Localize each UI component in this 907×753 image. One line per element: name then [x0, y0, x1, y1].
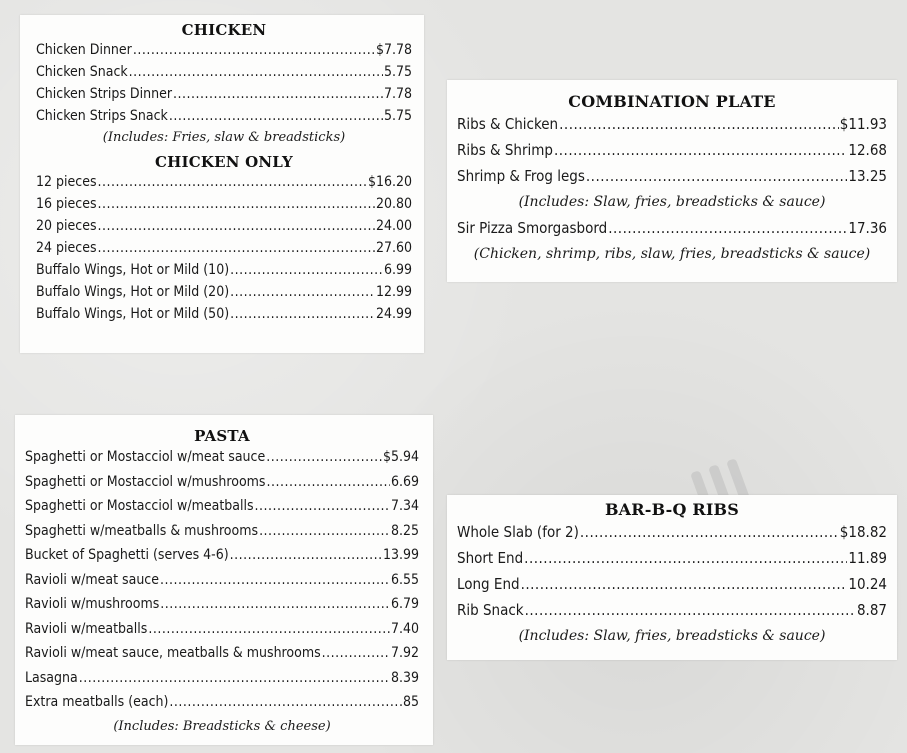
dot-leader: [230, 281, 375, 303]
menu-item-name: Spaghetti or Mostacciol w/mushrooms: [25, 473, 266, 490]
dot-leader: [98, 193, 375, 215]
menu-item-price: 8.39: [390, 669, 419, 686]
menu-item-price: 20.80: [375, 196, 412, 212]
menu-item-row: [36, 39, 412, 61]
menu-item-row: [36, 83, 412, 105]
menu-item-name: Buffalo Wings, Hot or Mild (20): [36, 284, 230, 300]
dot-leader: [608, 215, 847, 241]
menu-item-row: [25, 568, 419, 593]
combination-plate-section: [447, 80, 897, 282]
menu-item-row: [25, 543, 419, 568]
menu-item-price: 17.36: [848, 219, 887, 237]
menu-item-price: 7.40: [390, 620, 419, 637]
dot-leader: [525, 597, 856, 623]
menu-item-price: 7.34: [390, 498, 419, 514]
menu-item-row: [457, 545, 887, 571]
menu-item-row: [25, 519, 419, 544]
menu-item-row: [36, 61, 412, 83]
menu-item-name: Spaghetti or Mostacciol w/meatballs: [25, 498, 254, 514]
menu-item-row: [36, 105, 412, 127]
menu-item-name: Ravioli w/meat sauce: [25, 571, 159, 588]
menu-item-row: [36, 193, 412, 215]
menu-item-price: 7.78: [383, 86, 412, 102]
menu-item-price: $11.93: [839, 115, 887, 133]
combination-section-title: COMBINATION PLATE: [568, 92, 776, 111]
chicken-only-title: CHICKEN ONLY: [155, 153, 293, 171]
chicken-includes-note: (Includes: Fries, slaw & breadsticks): [102, 130, 346, 145]
menu-item-name: Chicken Snack: [36, 64, 128, 80]
menu-item-price: 5.75: [383, 108, 412, 124]
menu-item-price: 8.25: [390, 522, 419, 539]
menu-item-price: 8.87: [856, 601, 887, 619]
combination-items-list: [457, 111, 887, 189]
dot-leader: [98, 237, 375, 259]
dot-leader: [98, 215, 375, 237]
dot-leader: [169, 105, 383, 127]
dot-leader: [98, 171, 367, 193]
dot-leader: [79, 666, 390, 691]
pasta-includes-note: (Includes: Breadsticks & cheese): [113, 718, 331, 734]
dot-leader: [173, 83, 383, 105]
menu-item-row: [457, 111, 887, 137]
dot-leader: [524, 545, 847, 571]
menu-item-name: Extra meatballs (each): [25, 694, 169, 710]
dot-leader: [259, 519, 390, 544]
menu-item-name: 16 pieces: [36, 196, 97, 212]
menu-item-price: 11.89: [848, 549, 887, 567]
ribs-includes-note: (Includes: Slaw, fries, breadsticks & sauce): [518, 628, 826, 644]
menu-item-row: [25, 690, 419, 715]
menu-item-name: Shrimp & Frog legs: [457, 167, 585, 185]
menu-item-price: 13.25: [848, 167, 887, 185]
dot-leader: [160, 568, 390, 593]
menu-item-price: 6.69: [390, 473, 419, 490]
dot-leader: [554, 137, 847, 163]
menu-item-row: [36, 259, 412, 281]
menu-item-row: [25, 445, 419, 470]
dot-leader: [586, 163, 847, 189]
menu-item-price: 24.99: [375, 306, 412, 322]
menu-item-row: [457, 215, 887, 241]
chicken-only-items-list: [36, 171, 412, 325]
menu-item-name: 12 pieces: [36, 174, 97, 190]
menu-item-name: Chicken Strips Dinner: [36, 86, 173, 102]
menu-item-row: [25, 666, 419, 691]
menu-item-name: 20 pieces: [36, 218, 97, 234]
menu-item-price: 7.92: [390, 645, 419, 661]
menu-item-price: 12.99: [375, 284, 412, 300]
menu-item-name: Rib Snack: [457, 601, 524, 619]
menu-item-price: 27.60: [375, 240, 412, 256]
menu-item-name: Ravioli w/meatballs: [25, 620, 148, 637]
dot-leader: [521, 571, 848, 597]
menu-item-row: [36, 215, 412, 237]
pasta-menu-section: [15, 415, 433, 745]
dot-leader: [169, 690, 398, 715]
menu-item-row: [25, 592, 419, 617]
dot-leader: [267, 470, 390, 495]
chicken-items-list: [36, 39, 412, 127]
ribs-section-title: BAR-B-Q RIBS: [604, 500, 740, 519]
menu-item-name: Short End: [457, 549, 524, 567]
menu-item-row: [36, 171, 412, 193]
menu-item-price: 10.24: [848, 575, 887, 593]
dot-leader: [133, 39, 375, 61]
pasta-items-list: [25, 445, 419, 715]
menu-item-row: [25, 494, 419, 519]
dot-leader: [266, 445, 382, 470]
menu-item-row: [457, 163, 887, 189]
smorgasbord-includes-note: (Chicken, shrimp, ribs, slaw, fries, breadsticks & sauce): [473, 246, 871, 262]
menu-item-price: 6.55: [390, 571, 419, 588]
menu-item-name: Ravioli w/mushrooms: [25, 596, 160, 612]
menu-item-name: Ribs & Chicken: [457, 115, 559, 133]
bbq-ribs-section: [447, 495, 897, 660]
dot-leader: [148, 617, 390, 642]
menu-item-name: Chicken Dinner: [36, 42, 132, 58]
dot-leader: [230, 259, 383, 281]
pasta-section-title: PASTA: [194, 427, 250, 445]
menu-item-price: 12.68: [848, 141, 887, 159]
menu-item-name: Buffalo Wings, Hot or Mild (10): [36, 262, 230, 278]
chicken-section-title: CHICKEN: [181, 21, 267, 39]
menu-item-price: 5.75: [383, 64, 412, 80]
menu-item-row: [36, 281, 412, 303]
menu-item-name: Whole Slab (for 2): [457, 523, 579, 541]
menu-item-row: [36, 237, 412, 259]
menu-item-name: Spaghetti or Mostacciol w/meat sauce: [25, 449, 266, 465]
menu-item-name: Spaghetti w/meatballs & mushrooms: [25, 522, 259, 539]
menu-item-price: .85: [398, 694, 419, 710]
menu-item-name: Buffalo Wings, Hot or Mild (50): [36, 306, 230, 322]
menu-item-price: 6.79: [390, 596, 419, 612]
menu-item-name: Ravioli w/meat sauce, meatballs & mushrooms: [25, 645, 321, 661]
chicken-menu-section: [20, 15, 424, 353]
dot-leader: [580, 519, 839, 545]
menu-item-name: Ribs & Shrimp: [457, 141, 553, 159]
menu-item-row: [457, 571, 887, 597]
menu-item-price: $16.20: [367, 174, 412, 190]
menu-item-price: 13.99: [382, 547, 419, 563]
dot-leader: [559, 111, 839, 137]
menu-item-name: Sir Pizza Smorgasbord: [457, 219, 608, 237]
menu-item-row: [25, 470, 419, 495]
menu-item-name: Chicken Strips Snack: [36, 108, 168, 124]
menu-item-row: [457, 597, 887, 623]
smorgasbord-items-list: [457, 215, 887, 241]
menu-item-price: $7.78: [375, 42, 412, 58]
menu-item-row: [36, 303, 412, 325]
menu-item-price: 6.99: [383, 262, 412, 278]
menu-item-name: 24 pieces: [36, 240, 97, 256]
dot-leader: [322, 641, 390, 666]
menu-item-price: $18.82: [839, 523, 887, 541]
dot-leader: [230, 543, 382, 568]
menu-item-name: Lasagna: [25, 669, 78, 686]
menu-item-name: Long End: [457, 575, 520, 593]
menu-item-row: [25, 641, 419, 666]
menu-item-price: $5.94: [382, 449, 419, 465]
dot-leader: [255, 494, 390, 519]
menu-item-row: [457, 519, 887, 545]
dot-leader: [230, 303, 375, 325]
dot-leader: [129, 61, 383, 83]
menu-item-row: [25, 617, 419, 642]
dot-leader: [160, 592, 390, 617]
menu-item-name: Bucket of Spaghetti (serves 4-6): [25, 547, 229, 563]
menu-item-price: 24.00: [375, 218, 412, 234]
menu-item-row: [457, 137, 887, 163]
ribs-items-list: [457, 519, 887, 623]
combination-includes-note: (Includes: Slaw, fries, breadsticks & sauce): [518, 194, 826, 210]
